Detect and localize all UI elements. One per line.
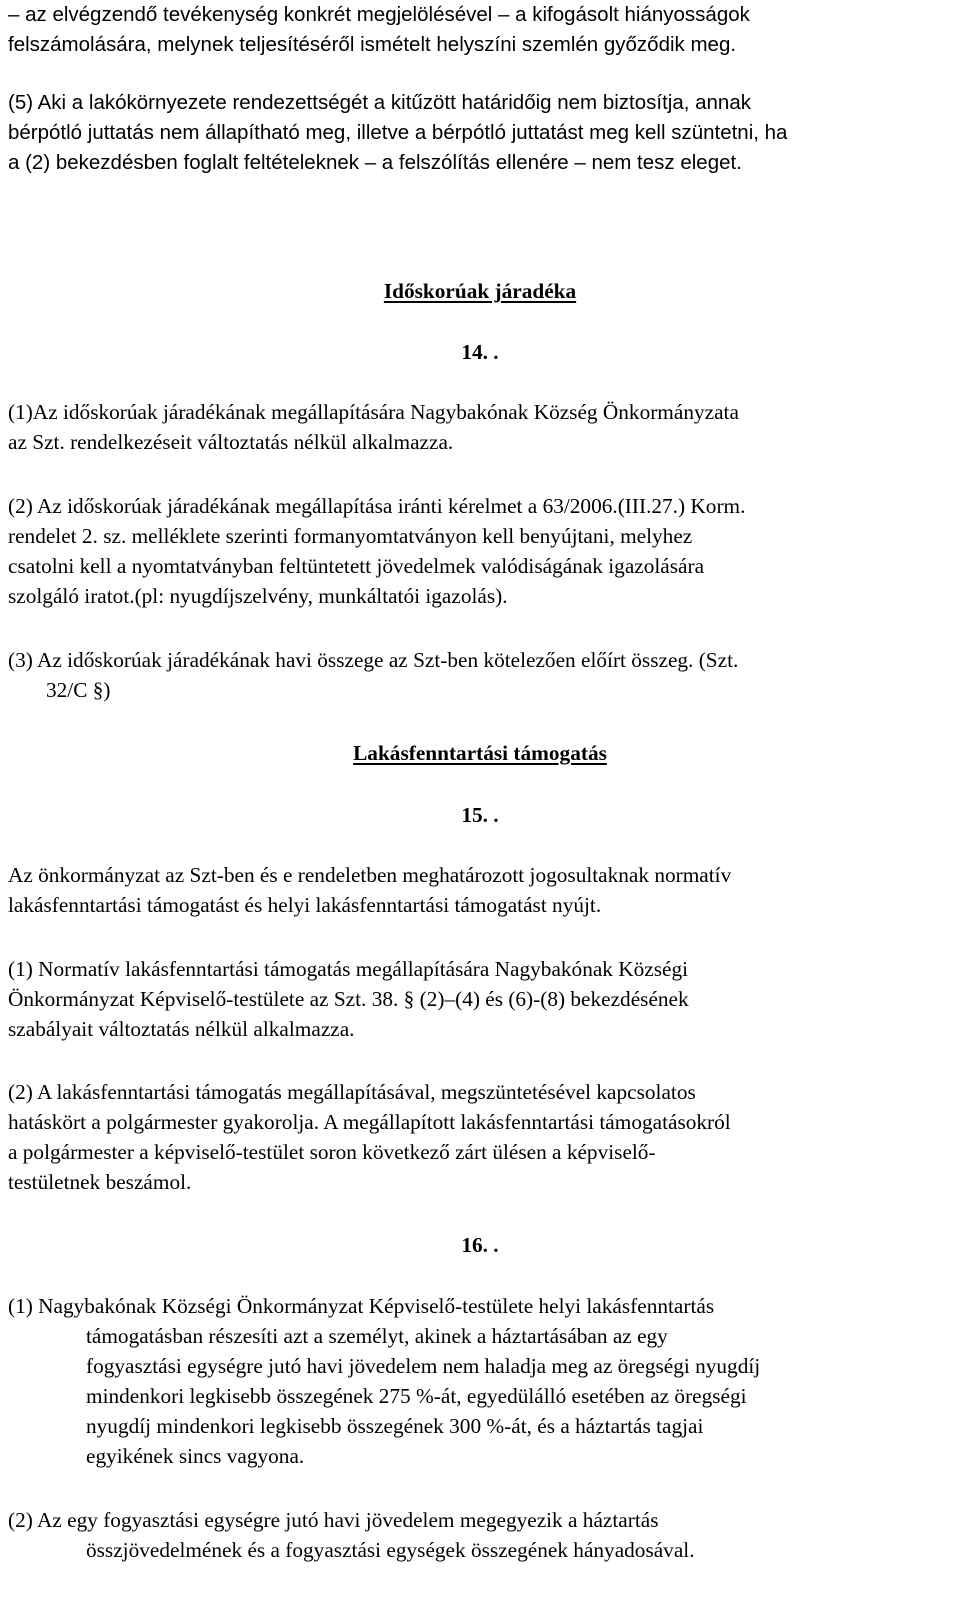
lakas-intro-line-2: lakásfenntartási támogatást és helyi lakásfenntartási támogatást nyújt.	[8, 893, 602, 917]
para5-line-3: a (2) bekezdésben foglalt feltételeknek – a felszólítás ellenére – nem tesz eleget.	[8, 151, 742, 174]
section-number-16: 16. .	[461, 1233, 499, 1257]
s16-p2-line-2: összjövedelmének és a fogyasztási egységek összegének hányadosával.	[86, 1538, 695, 1562]
s16-p1-line-3: fogyasztási egységre jutó havi jövedelem nem haladja meg az öregségi nyugdíj	[86, 1354, 761, 1378]
lakas-p2-line-2: hatáskört a polgármester gyakorolja. A megállapított lakásfenntartási támogatásokról	[8, 1110, 731, 1134]
para5-line-1: (5) Aki a lakókörnyezete rendezettségét a kitűzött határidőig nem biztosítja, annak	[8, 91, 751, 114]
para5-line-2: bérpótló juttatás nem állapítható meg, illetve a bérpótló juttatást meg kell szüntetni, ha	[8, 121, 788, 144]
s16-p1-line-2: támogatásban részesíti azt a személyt, akinek a háztartásában az egy	[86, 1324, 668, 1348]
lakas-intro-line-1: Az önkormányzat az Szt-ben és e rendeletben meghatározott jogosultaknak normatív	[8, 863, 732, 887]
lakas-p2-line-3: a polgármester a képviselő-testület soron következő zárt ülésen a képviselő-	[8, 1140, 656, 1164]
lakas-p2-line-4: testületnek beszámol.	[8, 1170, 192, 1194]
section-heading-lakasfenntartasi: Lakásfenntartási támogatás	[353, 741, 607, 765]
lakas-p1-line-2: Önkormányzat Képviselő-testülete az Szt. 38. § (2)–(4) és (6)-(8) bekezdésének	[8, 987, 689, 1011]
idoskoruak-p3-line-2: 32/C §)	[46, 678, 111, 702]
idoskoruak-p3-line-1: (3) Az időskorúak járadékának havi összege az Szt-ben kötelezően előírt összeg. (Szt.	[8, 648, 739, 672]
idoskoruak-p1-line-2: az Szt. rendelkezéseit változtatás nélkül alkalmazza.	[8, 430, 454, 454]
lakas-p1-line-1: (1) Normatív lakásfenntartási támogatás megállapítására Nagybakónak Községi	[8, 957, 689, 981]
section-heading-idoskoruak: Időskorúak járadéka	[383, 279, 577, 303]
idoskoruak-p2-line-2: rendelet 2. sz. melléklete szerinti formanyomtatványon kell benyújtani, melyhez	[8, 524, 693, 548]
idoskoruak-p2-line-1: (2) Az időskorúak járadékának megállapítása iránti kérelmet a 63/2006.(III.27.) Korm.	[8, 494, 746, 518]
s16-p2-line-1: (2) Az egy fogyasztási egységre jutó havi jövedelem megegyezik a háztartás	[8, 1508, 659, 1532]
lakas-p2-line-1: (2) A lakásfenntartási támogatás megállapításával, megszüntetésével kapcsolatos	[8, 1080, 696, 1104]
idoskoruak-p2-line-3: csatolni kell a nyomtatványban feltüntetett jövedelmek valódiságának igazolására	[8, 554, 705, 578]
lakas-p1-line-3: szabályait változtatás nélkül alkalmazza.	[8, 1017, 355, 1041]
idoskoruak-p1-line-1: (1)Az időskorúak járadékának megállapítására Nagybakónak Község Önkormányzata	[8, 400, 739, 424]
s16-p1-line-1: (1) Nagybakónak Községi Önkormányzat Képviselő-testülete helyi lakásfenntartás	[8, 1294, 715, 1318]
section-number-15: 15. .	[461, 803, 499, 827]
s16-p1-line-4: mindenkori legkisebb összegének 275 %-át, egyedülálló esetében az öregségi	[86, 1384, 747, 1408]
intro-line-1: – az elvégzendő tevékenység konkrét megjelölésével – a kifogásolt hiányosságok	[8, 3, 750, 26]
s16-p1-line-6: egyikének sincs vagyona.	[86, 1444, 305, 1468]
intro-line-2: felszámolására, melynek teljesítéséről ismételt helyszíni szemlén győződik meg.	[8, 33, 737, 56]
s16-p1-line-5: nyugdíj mindenkori legkisebb összegének 300 %-át, és a háztartás tagjai	[86, 1414, 704, 1438]
idoskoruak-p2-line-4: szolgáló iratot.(pl: nyugdíjszelvény, munkáltatói igazolás).	[8, 584, 508, 608]
section-number-14: 14. .	[461, 340, 499, 364]
